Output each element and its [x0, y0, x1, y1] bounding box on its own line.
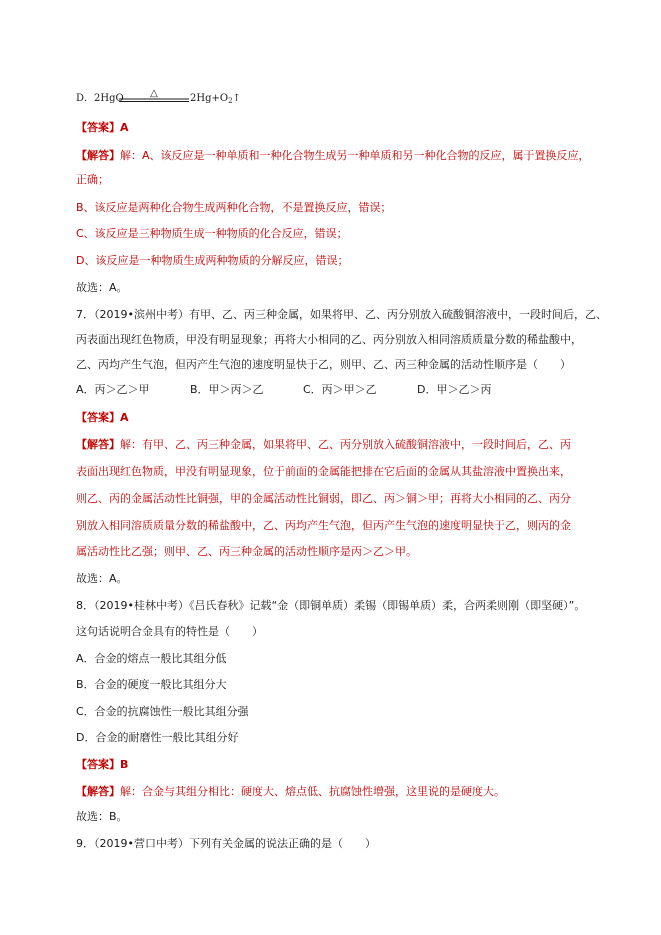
- q7-solution-line-4: 别放入相同溶质质量分数的稀盐酸中，乙、丙均产生气泡，但丙产生气泡的速度明显快于乙，则丙的金: [76, 519, 571, 532]
- q7-stem-line-3: 乙、丙均产生气泡，但丙产生气泡的速度明显快于乙，则甲、乙、丙三种金属的活动性顺序是（ ）: [76, 358, 571, 371]
- reaction-condition-arrow-icon: [119, 88, 189, 108]
- q8-stem-line-2: 这句话说明合金具有的特性是（ ）: [76, 625, 263, 638]
- heat-condition-symbol: △: [150, 88, 158, 99]
- q9-stem-line-1: 9．（2019•营口中考）下列有关金属的说法正确的是（ ）: [76, 837, 376, 850]
- q8-solution-text-1: 解：合金与其组分相比：硬度大、熔点低、抗腐蚀性增强，这里说的是硬度大。: [120, 785, 505, 798]
- q6-solution-line-1: [76, 149, 590, 163]
- q7-answer: 【答案】A: [76, 411, 129, 424]
- q7-solution-line-2: 表面出现红色物质，甲没有明显现象，位于前面的金属能把排在它后面的金属从其盐溶液中置换出来，: [76, 465, 571, 478]
- q6-solution-d: D、该反应是一种物质生成两种物质的分解反应，错误；: [76, 254, 349, 267]
- q7-stem-line-1: 7．（2019•滨州中考）有甲、乙、丙三种金属，如果将甲、乙、丙分别放入硫酸铜溶液中，一段时间后，乙、: [76, 308, 607, 321]
- q6-solution-text-1: 解：A、该反应是一种单质和一种化合物生成另一种单质和另一种化合物的反应，属于置换反应，: [120, 149, 590, 162]
- q7-solution-text-1: 解：有甲、乙、丙三种金属，如果将甲、乙、丙分别放入硫酸铜溶液中，一段时间后，乙、丙: [120, 438, 571, 451]
- q8-stem-line-1: 8．（2019•桂林中考）《吕氏春秋》记载“金（即铜单质）柔锡（即锡单质）柔，合两柔则刚（即坚硬）”。: [76, 599, 586, 612]
- q8-option-c: C．合金的抗腐蚀性一般比其组分强: [76, 705, 249, 718]
- q8-choose: 故选：B。: [76, 810, 128, 823]
- equation-products: [190, 92, 241, 108]
- q6-choose: 故选：A。: [76, 281, 128, 294]
- gas-arrow-icon: ↑: [232, 93, 241, 104]
- equation-subscript: 2: [228, 97, 233, 105]
- q8-solution-line-1: [76, 785, 505, 799]
- q8-answer: 【答案】B: [76, 758, 129, 771]
- q8-solution-label: 【解答】: [76, 785, 120, 798]
- q7-solution-label: 【解答】: [76, 438, 120, 451]
- q7-option-c: C．丙＞甲＞乙: [303, 383, 377, 396]
- q8-option-a: A．合金的熔点一般比其组分低: [76, 652, 227, 665]
- q6-solution-line-2: 正确；: [76, 173, 109, 186]
- q6-solution-c: C、该反应是三种物质生成一种物质的化合反应，错误；: [76, 227, 348, 240]
- equation-reactant: D．2HgO: [76, 93, 124, 104]
- q6-solution-b: B、该反应是两种化合物生成两种化合物，不是置换反应，错误；: [76, 201, 392, 214]
- q7-solution-line-3: 则乙、丙的金属活动性比铜强，甲的金属活动性比铜弱，即乙、丙＞铜＞甲；再将大小相同的乙、丙分: [76, 492, 571, 505]
- equation-product-text: 2Hg+O: [190, 93, 229, 104]
- q7-choose: 故选：A。: [76, 572, 128, 585]
- q6-answer: 【答案】A: [76, 121, 129, 134]
- q8-option-b: B．合金的硬度一般比其组分大: [76, 678, 227, 691]
- q7-solution-line-1: [76, 438, 571, 452]
- q8-option-d: D．合金的耐磨性一般比其组分好: [76, 731, 239, 744]
- q7-option-b: B．甲＞丙＞乙: [190, 383, 264, 396]
- q7-solution-line-5: 属活动性比乙强；则甲、乙、丙三种金属的活动性顺序是丙＞乙＞甲。: [76, 545, 417, 558]
- q6-solution-label: 【解答】: [76, 149, 120, 162]
- q7-option-d: D．甲＞乙＞丙: [417, 383, 492, 396]
- q7-option-a: A．丙＞乙＞甲: [76, 383, 150, 396]
- q7-stem-line-2: 丙表面出现红色物质，甲没有明显现象；再将大小相同的乙、丙分别放入相同溶质质量分数的稀盐酸中，: [76, 333, 582, 346]
